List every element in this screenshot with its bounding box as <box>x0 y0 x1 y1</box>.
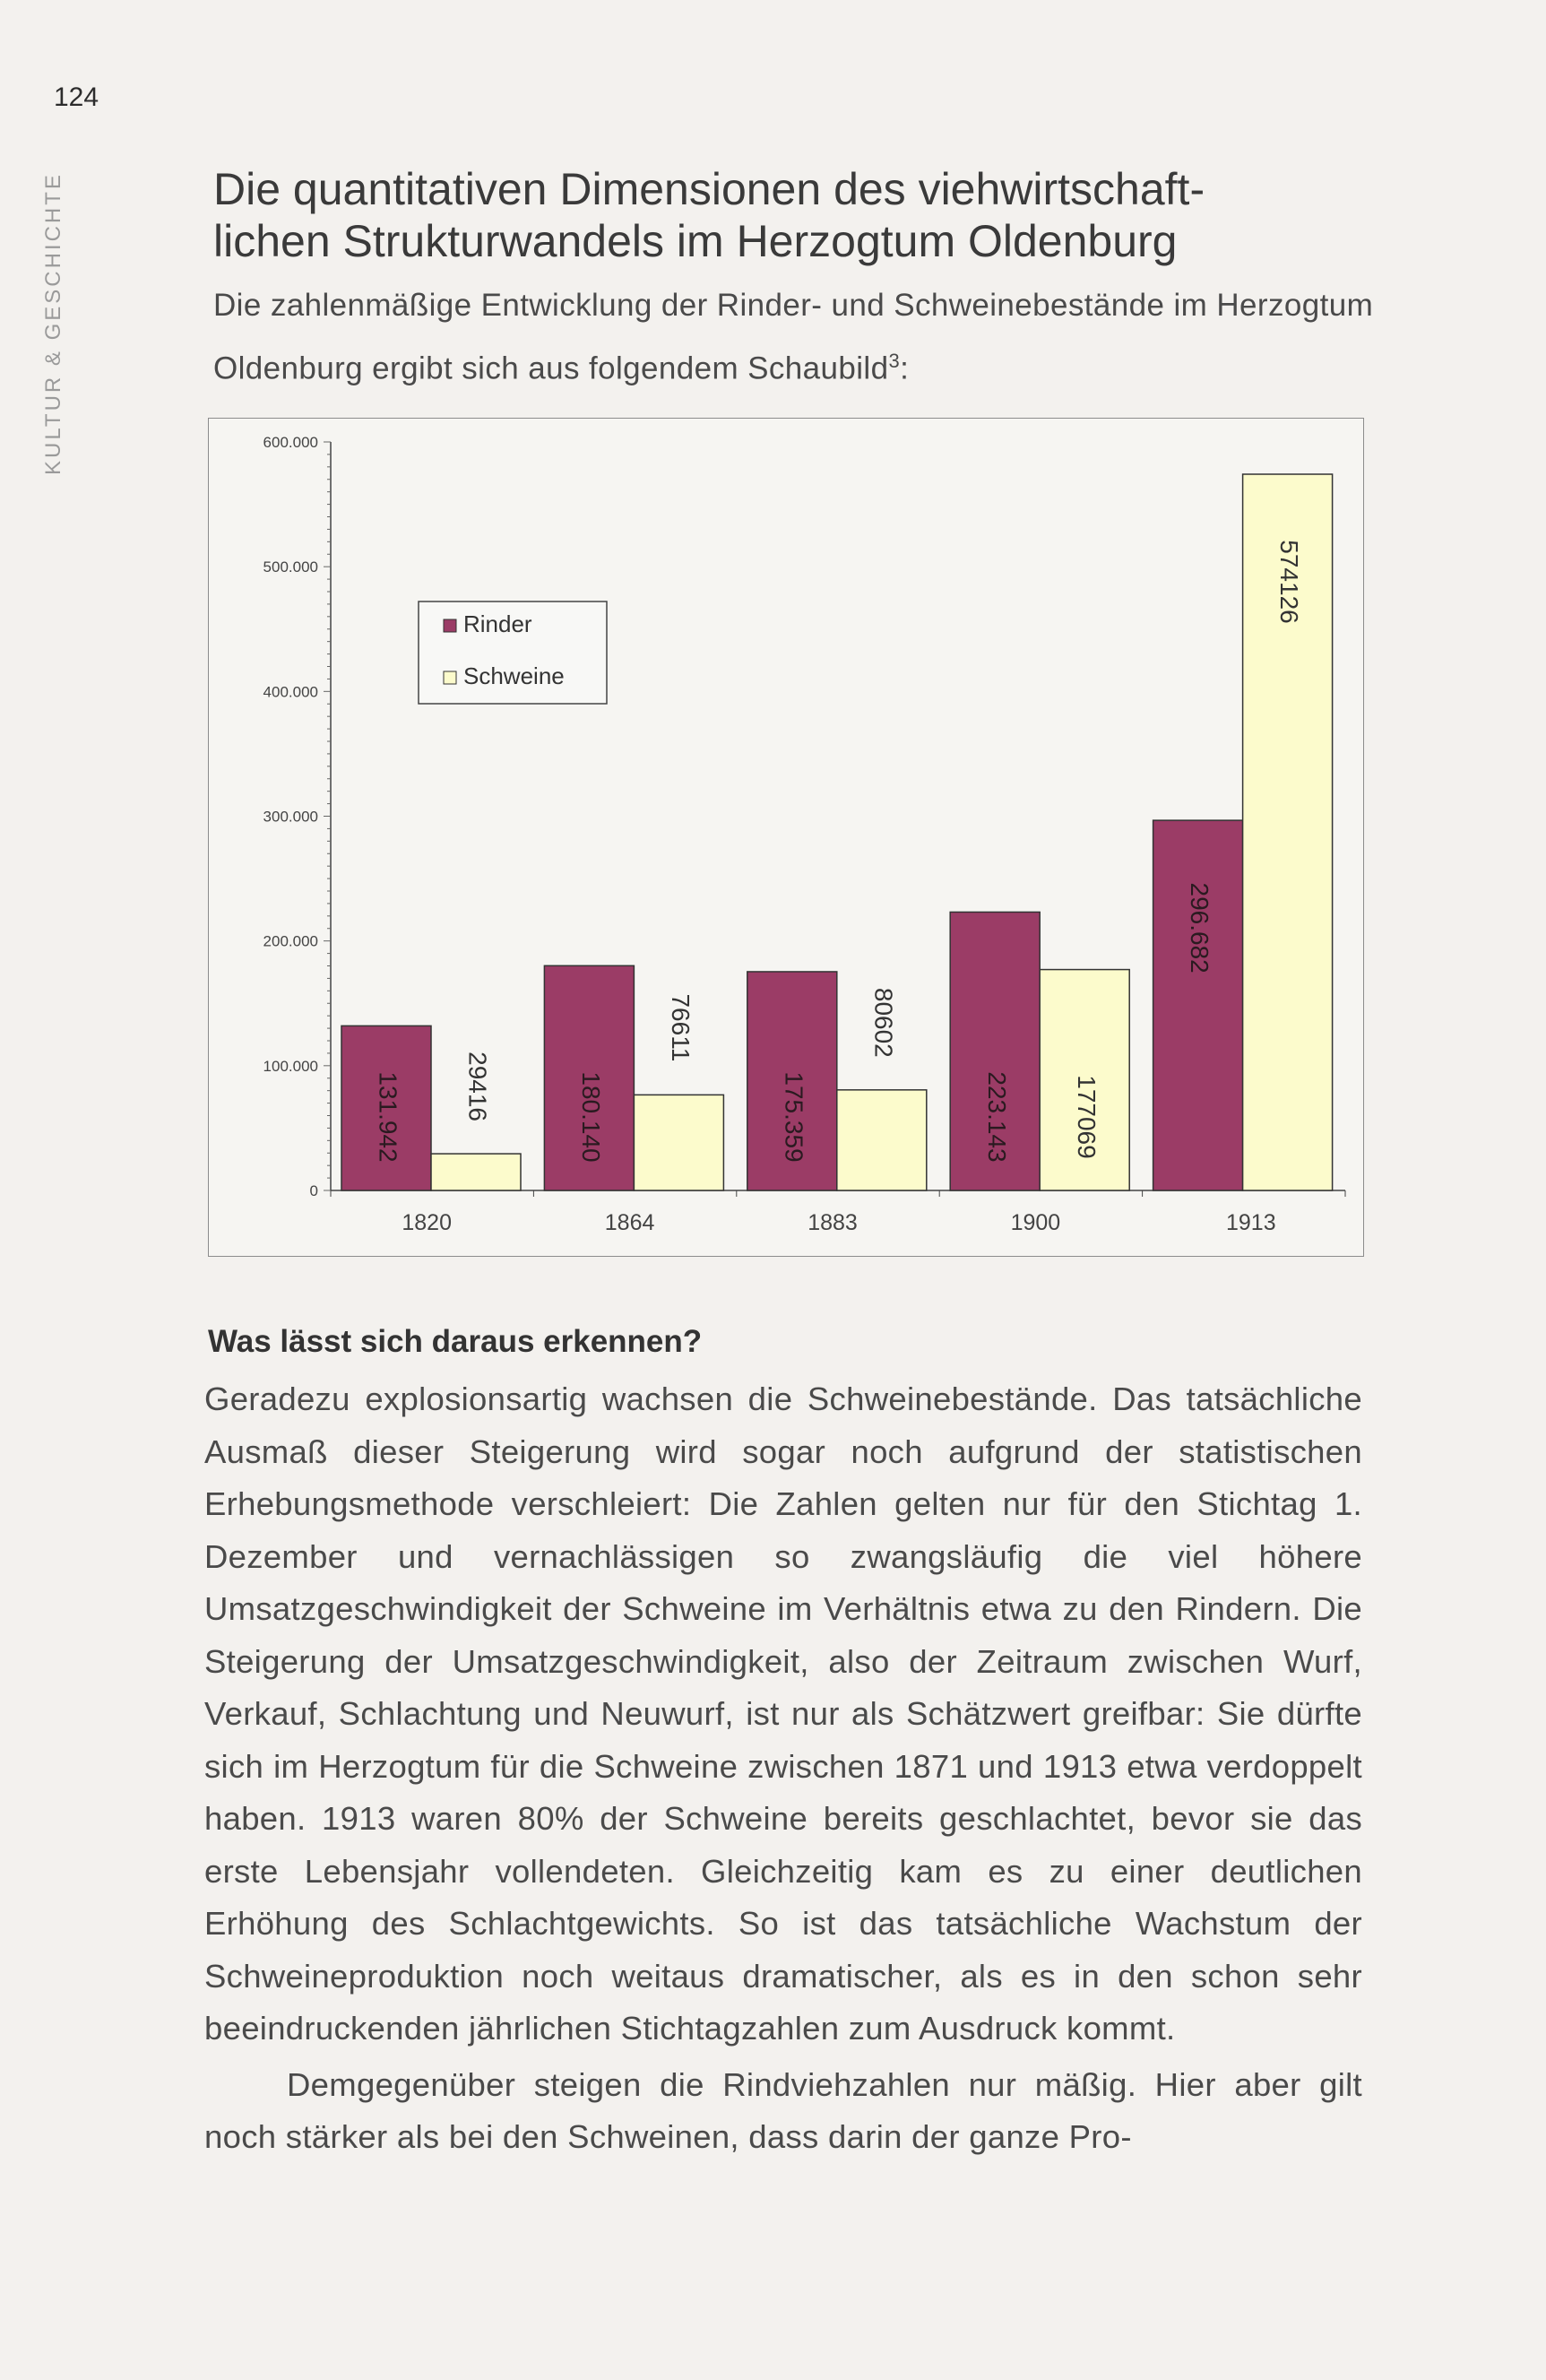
bar-value-label: 574126 <box>1275 540 1304 624</box>
y-tick-label: 300.000 <box>263 808 318 826</box>
bar-value-label: 223.143 <box>982 1071 1011 1163</box>
bar-value-label: 76611 <box>667 993 695 1062</box>
bar-value-label: 296.682 <box>1186 882 1214 974</box>
bar-value-label: 175.359 <box>780 1071 808 1163</box>
y-tick-label: 500.000 <box>263 558 318 576</box>
y-tick-label: 0 <box>309 1182 318 1199</box>
body-text <box>204 1373 1362 2164</box>
x-tick-label: 1864 <box>604 1210 655 1235</box>
legend-label: Rinder <box>463 610 532 637</box>
bar-rinder <box>1153 820 1243 1190</box>
y-tick-label: 200.000 <box>263 932 318 950</box>
x-tick-label: 1900 <box>1010 1210 1061 1235</box>
page-number: 124 <box>54 82 99 112</box>
article-heading <box>213 163 1405 267</box>
bar-chart-frame <box>208 418 1364 1257</box>
heading-line: lichen Strukturwandels im Herzogtum Oldenburg <box>213 216 1178 266</box>
section-subheading: Was lässt sich daraus erkennen? <box>208 1324 703 1359</box>
legend-swatch <box>444 619 456 632</box>
x-tick-label: 1883 <box>808 1210 858 1235</box>
bar-value-label: 180.140 <box>577 1071 606 1163</box>
bar-value-label: 80602 <box>869 987 898 1058</box>
bar-value-label: 177069 <box>1072 1075 1101 1159</box>
x-tick-label: 1820 <box>402 1210 453 1235</box>
y-tick-label: 600.000 <box>263 434 318 451</box>
heading-line: Die quantitativen Dimensionen des viehwirtschaft- <box>213 164 1205 214</box>
legend-label: Schweine <box>463 662 565 689</box>
intro-paragraph <box>213 278 1387 397</box>
intro-text: Die zahlenmäßige Entwicklung der Rinder- und Schweinebestände im Herzogtum Oldenburg ergibt sich aus folgendem Schaubild <box>213 288 1374 386</box>
bar-schweine <box>837 1090 927 1190</box>
legend-swatch <box>444 671 456 684</box>
intro-end: : <box>900 351 910 386</box>
bar-chart <box>209 419 1362 1255</box>
bar-schweine <box>431 1154 521 1190</box>
y-tick-label: 100.000 <box>263 1057 318 1075</box>
bar-value-label: 131.942 <box>374 1071 402 1163</box>
body-paragraph: Geradezu explosionsartig wachsen die Schweinebestände. Das tatsächliche Ausmaß dieser Steigerung wird sogar noch aufgrund der statistischen Erhebungsmethode verschleiert: Die Zahlen gelten nur für den Stichtag 1. Dezember und vernachlässigen so zwangsläufig die viel höhere Umsatzgeschwindigkeit der Schweine im Verhältnis etwa zu den Rindern. Die Steigerung der Umsatzgeschwindigkeit, also der Zeitraum zwischen Wurf, Verkauf, Schlachtung und Neuwurf, ist nur als Schätzwert greifbar: Sie dürfte sich im Herzogtum für die Schweine zwischen 1871 und 1913 etwa verdoppelt haben. 1913 waren 80% der Schweine bereits geschlachtet, bevor sie das erste Lebensjahr vollendeten. Gleichzeitig kam es zu einer deutlichen Erhöhung des Schlachtgewichts. So ist das tatsächliche Wachstum der Schweineproduktion noch weitaus dramatischer, als es in den schon sehr beeindruckenden jährlichen Stichtagzahlen zum Ausdruck kommt. <box>204 1380 1362 2047</box>
bar-value-label: 29416 <box>463 1052 492 1122</box>
footnote-marker: 3 <box>888 350 901 372</box>
bar-schweine <box>634 1095 723 1190</box>
x-tick-label: 1913 <box>1225 1210 1276 1235</box>
body-paragraph: Demgegenüber steigen die Rindviehzahlen nur mäßig. Hier aber gilt noch stärker als bei den Schweinen, dass darin der ganze Pro- <box>204 2065 1362 2155</box>
y-tick-label: 400.000 <box>263 683 318 701</box>
section-side-label: KULTUR & GESCHICHTE <box>41 172 65 475</box>
